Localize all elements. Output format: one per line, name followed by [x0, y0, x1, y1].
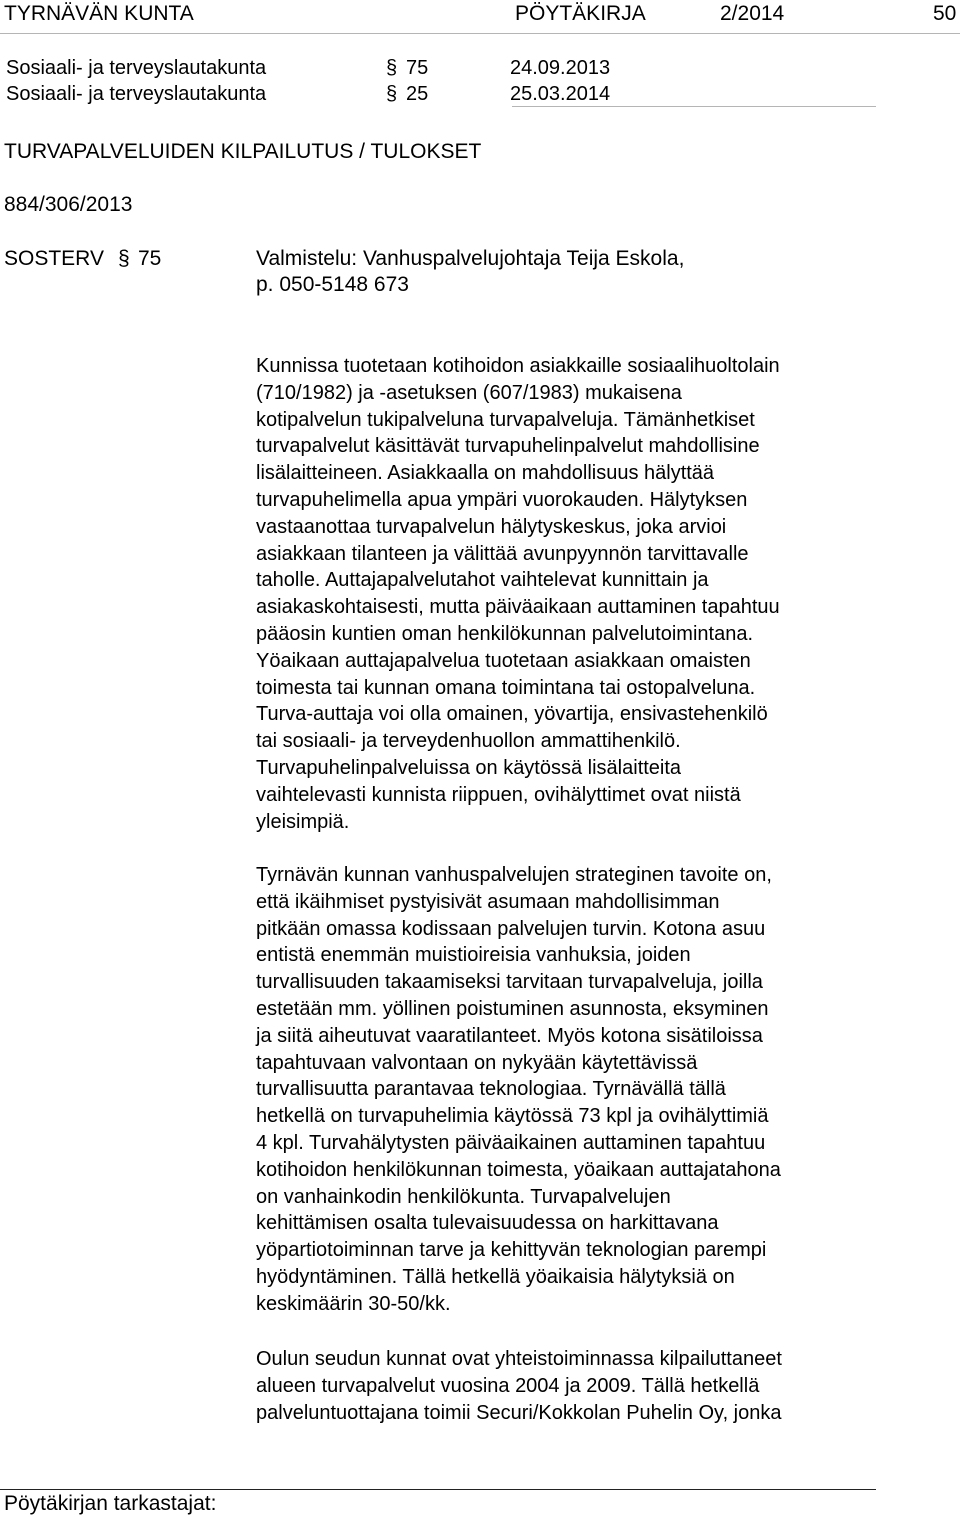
section-sign-icon: § — [118, 247, 130, 270]
paragraph-line: palveluntuottajana toimii Securi/Kokkolan Puhelin Oy, jonka — [256, 1401, 782, 1424]
paragraph-line: (710/1982) ja -asetuksen (607/1983) mukaisena — [256, 381, 682, 404]
footer-divider — [0, 1489, 876, 1490]
page-number: 50 — [933, 2, 957, 25]
paragraph-line: hetkellä on turvapuhelimia käytössä 73 kpl ja ovihälyttimiä — [256, 1105, 769, 1128]
body-paragraph — [256, 862, 946, 1318]
paragraph-line: taholle. Auttajapalvelutahot vaihtelevat kunnittain ja — [256, 569, 709, 592]
paragraph-line: kotihoidon henkilökunnan toimesta, yöaikaan auttajatahona — [256, 1158, 781, 1181]
paragraph-line: Yöaikaan auttajapalvelua tuotetaan asiakkaan omaisten — [256, 649, 751, 672]
paragraph-line: yleisimpiä. — [256, 810, 350, 833]
paragraph-line: estetään mm. yöllinen poistuminen asunnosta, eksyminen — [256, 997, 769, 1020]
paragraph-line: Turva-auttaja voi olla omainen, yövartija, ensivastehenkilö — [256, 703, 768, 726]
paragraph-line: 4 kpl. Turvahälytysten päiväaikainen auttaminen tapahtuu — [256, 1131, 766, 1154]
preparer-line: Valmistelu: Vanhuspalvelujohtaja Teija Eskola, — [256, 247, 685, 270]
paragraph-line: vaihtelevasti kunnista riippuen, ovihälyttimet ovat niistä — [256, 783, 741, 806]
footer-label: Pöytäkirjan tarkastajat: — [4, 1492, 217, 1515]
history-body: Sosiaali- ja terveyslautakunta — [6, 83, 267, 105]
body-paragraph — [256, 353, 946, 835]
paragraph-line: entistä enemmän muistioireisia vanhuksia, joiden — [256, 944, 691, 967]
municipality-name: TYRNÄVÄN KUNTA — [4, 2, 194, 25]
paragraph-line: että ikäihmiset pystyisivät asumaan mahdollisimman — [256, 890, 720, 913]
paragraph-line: Tyrnävän kunnan vanhuspalvelujen strateginen tavoite on, — [256, 864, 772, 886]
page-title: TURVAPALVELUIDEN KILPAILUTUS / TULOKSET — [4, 140, 482, 163]
paragraph-line: on vanhainkodin henkilökunta. Turvapalvelujen — [256, 1185, 671, 1208]
paragraph-line: alueen turvapalvelut vuosina 2004 ja 2009. Tällä hetkellä — [256, 1374, 760, 1397]
paragraph-line: pitkään omassa kodissaan palvelujen turvin. Kotona asuu — [256, 917, 766, 940]
paragraph-line: turvallisuutta parantavaa teknologiaa. Tyrnävällä tällä — [256, 1078, 726, 1101]
document-number: 2/2014 — [720, 2, 785, 25]
history-date: 24.09.2013 — [510, 57, 611, 79]
preparer-phone: p. 050-5148 673 — [256, 273, 409, 296]
paragraph-line: turvallisuuden takaamiseksi tarvitaan turvapalveluja, joilla — [256, 971, 763, 994]
paragraph-line: tapahtuvaan valvontaan on nykyään käytettävissä — [256, 1051, 698, 1074]
paragraph-line: kotipalvelun tukipalveluna turvapalveluja. Tämänhetkiset — [256, 408, 755, 431]
case-section: 75 — [138, 247, 162, 270]
section-sign-icon: § — [386, 83, 398, 105]
header-divider — [0, 33, 960, 34]
paragraph-line: toimesta tai kunnan omana toimintana tai ostopalveluna. — [256, 676, 756, 699]
history-body: Sosiaali- ja terveyslautakunta — [6, 57, 267, 79]
section-sign-icon: § — [386, 57, 398, 79]
history-date: 25.03.2014 — [510, 83, 611, 105]
paragraph-line: lisälaitteineen. Asiakkaalla on mahdollisuus hälyttää — [256, 462, 715, 485]
body-paragraph — [256, 1346, 946, 1426]
paragraph-line: turvapalvelut käsittävät turvapuhelinpalvelut mahdollisine — [256, 435, 760, 458]
paragraph-line: turvapuhelimella apua ympäri vuorokauden. Hälytyksen — [256, 488, 748, 511]
paragraph-line: ja siitä aiheutuvat vaaratilanteet. Myös kotona sisätiloissa — [256, 1024, 763, 1047]
record-id: 884/306/2013 — [4, 193, 133, 216]
paragraph-line: vastaanottaa turvapalvelun hälytyskeskus, joka arvioi — [256, 515, 727, 538]
paragraph-line: hyödyntäminen. Tällä hetkellä yöaikaisia hälytyksiä on — [256, 1265, 735, 1288]
document-type: PÖYTÄKIRJA — [515, 2, 646, 25]
history-divider — [512, 106, 876, 107]
paragraph-line: asiakkaan tilanteen ja välittää avunpyynnön tarvittavalle — [256, 542, 749, 565]
history-section: 25 — [406, 83, 429, 105]
paragraph-line: Turvapuhelinpalveluissa on käytössä lisälaitteita — [256, 756, 682, 779]
paragraph-line: yöpartiotoiminnan tarve ja kehittyvän teknologian parempi — [256, 1239, 767, 1262]
paragraph-line: asiakaskohtaisesti, mutta päiväaikaan auttaminen tapahtuu — [256, 596, 780, 619]
paragraph-line: Kunnissa tuotetaan kotihoidon asiakkaille sosiaalihuoltolain — [256, 355, 780, 377]
history-section: 75 — [406, 57, 429, 79]
paragraph-line: tai sosiaali- ja terveydenhuollon ammattihenkilö. — [256, 730, 681, 753]
paragraph-line: pääosin kuntien oman henkilökunnan palvelutoimintana. — [256, 622, 754, 645]
paragraph-line: keskimäärin 30-50/kk. — [256, 1292, 451, 1315]
paragraph-line: Oulun seudun kunnat ovat yhteistoiminnassa kilpailuttaneet — [256, 1348, 782, 1370]
paragraph-line: kehittämisen osalta tulevaisuudessa on harkittavana — [256, 1212, 719, 1235]
case-ref: SOSTERV — [4, 247, 104, 270]
